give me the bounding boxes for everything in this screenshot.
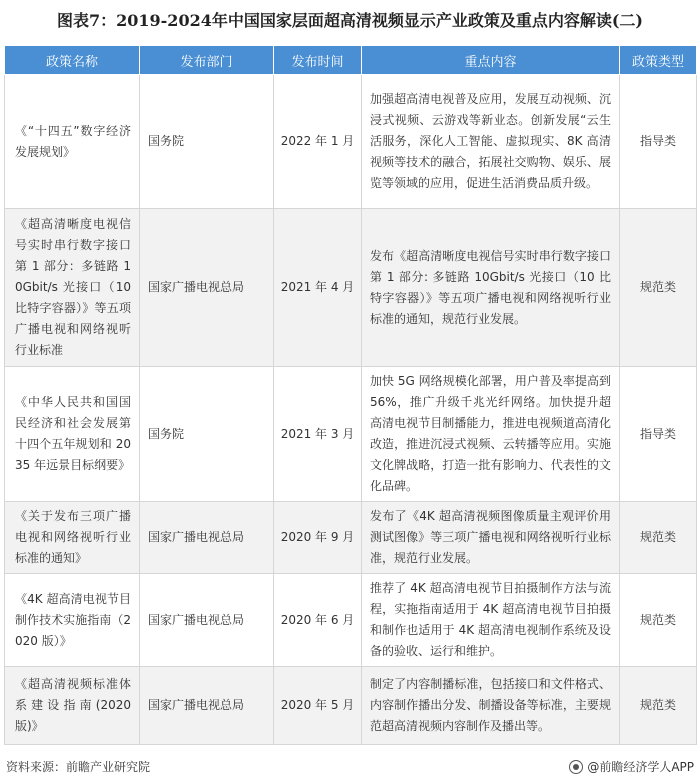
cell-date: 2021 年 4 月: [274, 209, 362, 367]
cell-key-content: 加强超高清电视普及应用，发展互动视频、沉浸式视频、云游戏等新业态。创新发展“云生活服务，深化人工智能、虚拟现实、8K 高清视频等技术的融合，拓展社交购物、娱乐、展览等领域的应用，促进生活消费品质升级。: [362, 75, 620, 209]
cell-department: 国家广播电视总局: [140, 209, 274, 367]
brand-logo-icon: [569, 760, 583, 774]
cell-policy-type: 指导类: [620, 75, 697, 209]
policy-table: [4, 45, 697, 745]
header-date: 发布时间: [274, 46, 362, 75]
cell-key-content: 推荐了 4K 超高清电视节目拍摄制作方法与流程，实拖指南适用于 4K 超高清电视节目拍摄和制作也适用于 4K 超高清电视制作系统及设备的验收、运行和维护。: [362, 574, 620, 667]
cell-date: 2020 年 5 月: [274, 667, 362, 745]
table-row: [5, 209, 697, 367]
header-department: 发布部门: [140, 46, 274, 75]
cell-department: 国家广播电视总局: [140, 574, 274, 667]
cell-policy-type: 规范类: [620, 574, 697, 667]
cell-key-content: 加快 5G 网络规模化部署，用户普及率提高到 56%，推广升级千兆光纤网络。加快提升超高清电视节目制播能力，推进电视频道高清化改造，推进沉浸式视频、云转播等应用。实施文化牌战略，打造一批有影响力、代表性的文化品碑。: [362, 367, 620, 502]
table-header-row: [5, 46, 697, 75]
cell-date: 2022 年 1 月: [274, 75, 362, 209]
header-policy-type: 政策类型: [620, 46, 697, 75]
cell-policy-type: 规范类: [620, 667, 697, 745]
table-row: [5, 75, 697, 209]
cell-policy-name: 《超高清视频标准体系建设指南(2020 版)》: [5, 667, 140, 745]
table-row: [5, 502, 697, 574]
header-policy-name: 政策名称: [5, 46, 140, 75]
cell-policy-type: 规范类: [620, 209, 697, 367]
cell-date: 2021 年 3 月: [274, 367, 362, 502]
cell-date: 2020 年 9 月: [274, 502, 362, 574]
table-row: [5, 574, 697, 667]
cell-department: 国家广播电视总局: [140, 502, 274, 574]
header-key-content: 重点内容: [362, 46, 620, 75]
cell-policy-type: 规范类: [620, 502, 697, 574]
cell-department: 国务院: [140, 75, 274, 209]
cell-policy-name: 《关于发布三项广播电视和网络视听行业标准的通知》: [5, 502, 140, 574]
cell-key-content: 制定了内容制播标准，包括接口和文件格式、内容制作播出分发、制播设备等标准，主要规范超高清视频内容制作及播出等。: [362, 667, 620, 745]
source-note: 资料来源：前瞻产业研究院: [6, 760, 151, 774]
brand-tag: [569, 758, 694, 775]
chart-title: 图表7：2019-2024年中国国家层面超高清视频显示产业政策及重点内容解读(二): [57, 11, 643, 30]
cell-policy-type: 指导类: [620, 367, 697, 502]
table-row: [5, 667, 697, 745]
cell-policy-name: 《中华人民共和国国民经济和社会发展第十四个五年规划和 2035 年远景目标纲要》: [5, 367, 140, 502]
brand-label: @前瞻经济学人APP: [587, 760, 694, 774]
cell-date: 2020 年 6 月: [274, 574, 362, 667]
cell-policy-name: 《超高清晰度电视信号实时串行数字接口第 1 部分：多链路 10Gbit/s 光接口（10 比特字容器）》等五项广播电视和网络视听行业标准: [5, 209, 140, 367]
footer: [0, 754, 700, 778]
cell-policy-name: 《“十四五”数字经济发展规划》: [5, 75, 140, 209]
cell-key-content: 发布了《4K 超高清视频图像质量主观评价用测试图像》等三项广播电视和网络视听行业标准，规范行业发展。: [362, 502, 620, 574]
cell-key-content: 发布《超高清晰度电视信号实时串行数字接口第 1 部分: 多链路 10Gbit/s 光接口（10 比特字容器）》等五项广播电视和网络视听行业标准的通知，规范行业发展。: [362, 209, 620, 367]
cell-policy-name: 《4K 超高清电视节目制作技术实施指南（2020 版）》: [5, 574, 140, 667]
table-row: [5, 367, 697, 502]
cell-department: 国务院: [140, 367, 274, 502]
cell-department: 国家广播电视总局: [140, 667, 274, 745]
